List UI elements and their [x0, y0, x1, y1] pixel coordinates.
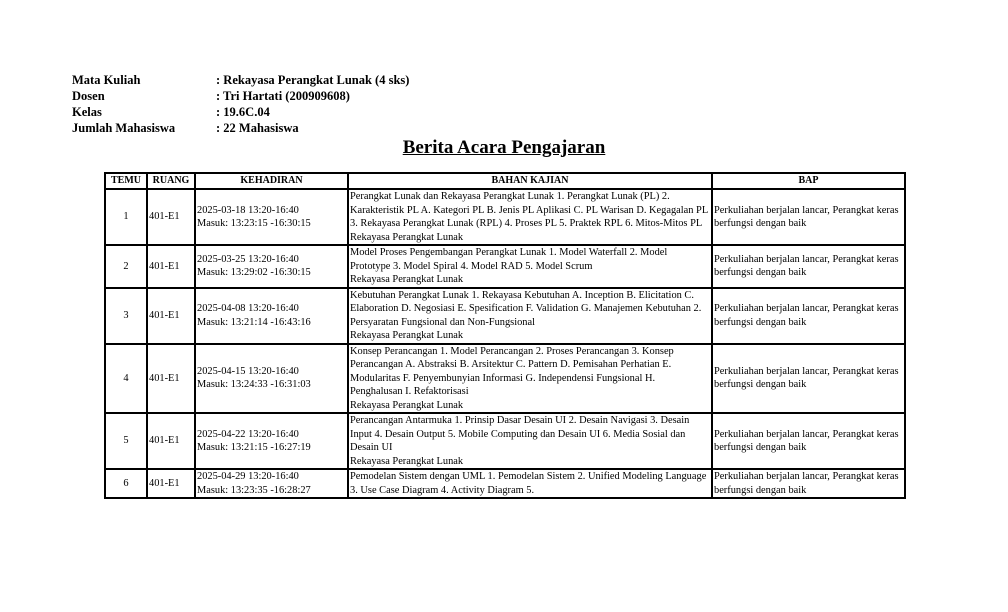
info-label: Kelas	[72, 105, 102, 119]
table-header-row	[105, 173, 905, 189]
column-header-bahan-kajian: BAHAN KAJIAN	[348, 173, 712, 189]
info-value: : Rekayasa Perangkat Lunak (4 sks)	[216, 73, 410, 87]
table-row	[105, 413, 905, 469]
info-label: Mata Kuliah	[72, 73, 141, 87]
bahan-kajian-cell	[348, 469, 712, 498]
topic-text: Perangkat Lunak dan Rekayasa Perangkat Lunak 1. Perangkat Lunak (PL) 2. Karakteristik PL A. Kategori PL B. Jenis PL Aplikasi C. PL Warisan D. Kegagalan PL 3. Rekayasa Perangkat Lunak (RPL) 4. Proses PL 5. Praktek RPL 6. Mitos-Mitos PL	[350, 191, 708, 229]
table-row	[105, 245, 905, 288]
bap-cell: Perkuliahan berjalan lancar, Perangkat keras berfungsi dengan baik	[712, 288, 905, 344]
topic-text: Pemodelan Sistem dengan UML 1. Pemodelan Sistem 2. Unified Modeling Language 3. Use Case Diagram 4. Activity Diagram 5.	[350, 471, 707, 496]
table-row	[105, 189, 905, 245]
topic-text: Perancangan Antarmuka 1. Prinsip Dasar Desain UI 2. Desain Navigasi 3. Desain Input 4. Desain Output 5. Mobile Computing dan Desain UI 6. Media Sosial dan Desain UI	[350, 415, 690, 453]
course-name-text: Rekayasa Perangkat Lunak	[350, 330, 464, 341]
temu-cell: 2	[105, 245, 147, 288]
column-header-temu: TEMU	[105, 173, 147, 189]
column-header-bap: BAP	[712, 173, 905, 189]
bahan-kajian-cell	[348, 288, 712, 344]
kehadiran-cell	[195, 344, 348, 414]
ruang-cell: 401-E1	[147, 245, 195, 288]
bahan-kajian-cell	[348, 413, 712, 469]
topic-text: Konsep Perancangan 1. Model Perancangan 2. Proses Perancangan 3. Konsep Perancangan A. Abstraksi B. Arsitektur C. Pattern D. Pemisahan Perhatian E. Modularitas F. Penyembunyian Informasi G. Independensi Fungsional H. Penghalusan I. Refaktorisasi	[350, 345, 674, 397]
ruang-cell: 401-E1	[147, 469, 195, 498]
schedule-text: 2025-04-15 13:20-16:40	[197, 365, 299, 377]
ruang-cell: 401-E1	[147, 189, 195, 245]
bap-cell: Perkuliahan berjalan lancar, Perangkat keras berfungsi dengan baik	[712, 413, 905, 469]
attendance-text: Masuk: 13:23:15 -16:30:15	[197, 218, 311, 229]
temu-cell: 4	[105, 344, 147, 414]
table-row	[105, 288, 905, 344]
attendance-text: Masuk: 13:21:14 -16:43:16	[197, 316, 311, 328]
bap-cell: Perkuliahan berjalan lancar, Perangkat keras berfungsi dengan baik	[712, 189, 905, 245]
bap-cell: Perkuliahan berjalan lancar, Perangkat keras berfungsi dengan baik	[712, 344, 905, 414]
bahan-kajian-cell	[348, 189, 712, 245]
schedule-text: 2025-03-25 13:20-16:40	[197, 253, 299, 265]
bahan-kajian-cell	[348, 245, 712, 288]
course-name-text: Rekayasa Perangkat Lunak	[350, 231, 464, 243]
kehadiran-cell	[195, 189, 348, 245]
schedule-text: 2025-04-22 13:20-16:40	[197, 428, 299, 440]
attendance-text: Masuk: 13:29:02 -16:30:15	[197, 267, 311, 279]
attendance-text: Masuk: 13:24:33 -16:31:03	[197, 379, 311, 391]
course-name-text: Rekayasa Perangkat Lunak	[350, 399, 464, 411]
bap-cell: Perkuliahan berjalan lancar, Perangkat keras berfungsi dengan baik	[712, 245, 905, 288]
info-value: : 22 Mahasiswa	[216, 121, 299, 135]
info-label: Dosen	[72, 89, 105, 103]
temu-cell: 5	[105, 413, 147, 469]
course-info	[72, 72, 409, 136]
info-value: : Tri Hartati (200909608)	[216, 89, 350, 103]
ruang-cell: 401-E1	[147, 288, 195, 344]
topic-text: Model Proses Pengembangan Perangkat Lunak 1. Model Waterfall 2. Model Prototype 3. Model Spiral 4. Model RAD 5. Model Scrum	[350, 247, 668, 272]
column-header-kehadiran: KEHADIRAN	[195, 173, 348, 189]
attendance-text: Masuk: 13:23:35 -16:28:27	[197, 484, 311, 496]
table-row	[105, 344, 905, 414]
kehadiran-cell	[195, 288, 348, 344]
attendance-text: Masuk: 13:21:15 -16:27:19	[197, 442, 311, 453]
info-label: Jumlah Mahasiswa	[72, 121, 176, 135]
attendance-table	[104, 172, 906, 499]
schedule-text: 2025-03-18 13:20-16:40	[197, 204, 299, 216]
column-header-ruang: RUANG	[147, 173, 195, 189]
bahan-kajian-cell	[348, 344, 712, 414]
info-row-jumlah-mahasiswa	[72, 120, 409, 136]
info-row-dosen	[72, 88, 409, 104]
kehadiran-cell	[195, 245, 348, 288]
course-name-text: Rekayasa Perangkat Lunak	[350, 274, 464, 285]
page-title: Berita Acara Pengajaran	[402, 137, 606, 158]
temu-cell: 3	[105, 288, 147, 344]
schedule-text: 2025-04-08 13:20-16:40	[197, 303, 299, 314]
course-name-text: Rekayasa Perangkat Lunak	[350, 455, 464, 467]
topic-text: Kebutuhan Perangkat Lunak 1. Rekayasa Kebutuhan A. Inception B. Elicitation C. Elaboration D. Negosiasi E. Spesification F. Validation G. Manajemen Kebutuhan 2. Persyaratan Fungsional dan Non-Fungsional	[350, 289, 702, 328]
ruang-cell: 401-E1	[147, 344, 195, 414]
temu-cell: 6	[105, 469, 147, 498]
schedule-text: 2025-04-29 13:20-16:40	[197, 471, 299, 482]
info-row-kelas	[72, 104, 409, 120]
kehadiran-cell	[195, 413, 348, 469]
info-value: : 19.6C.04	[216, 105, 270, 119]
temu-cell: 1	[105, 189, 147, 245]
table-row	[105, 469, 905, 498]
bap-cell: Perkuliahan berjalan lancar, Perangkat keras berfungsi dengan baik	[712, 469, 905, 498]
ruang-cell: 401-E1	[147, 413, 195, 469]
info-row-mata-kuliah	[72, 72, 409, 88]
kehadiran-cell	[195, 469, 348, 498]
